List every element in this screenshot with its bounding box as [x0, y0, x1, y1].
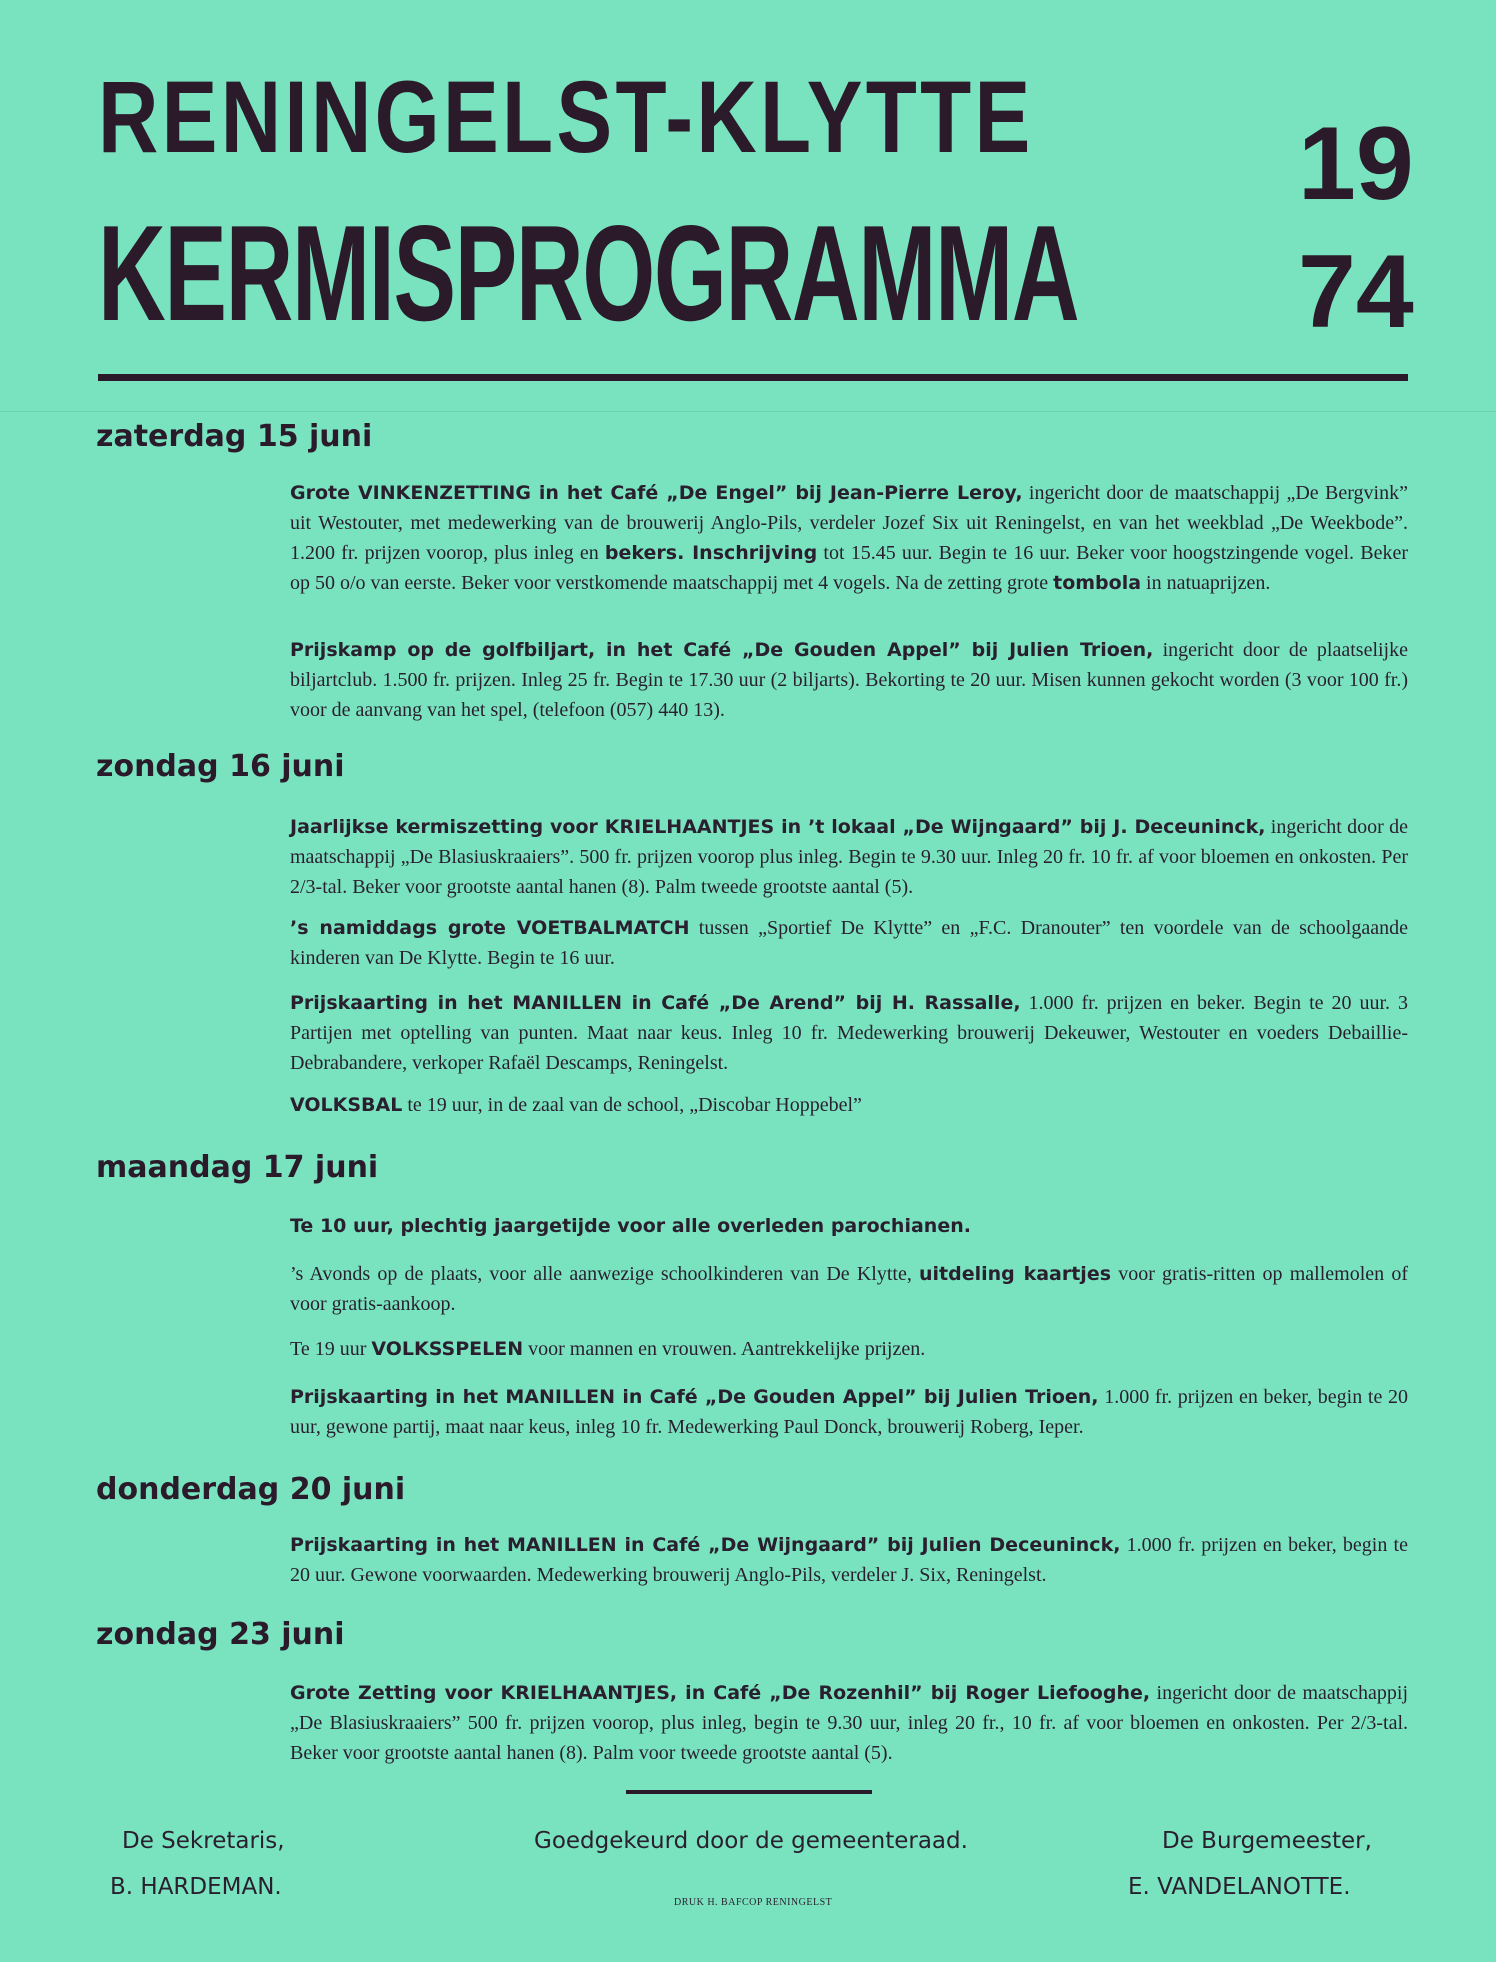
title-town: RENINGELST-KLYTTE: [98, 60, 1034, 174]
program-entry: [290, 1259, 1408, 1319]
program-entry: [290, 1211, 1408, 1241]
day-heading: zaterdag 15 juni: [96, 419, 373, 454]
mayor-name: E. VANDELANOTTE.: [1128, 1874, 1351, 1900]
entry-text: ’s Avonds op de plaats, voor alle aanwezige schoolkinderen van De Klytte,: [290, 1263, 920, 1285]
program-entry: [290, 1334, 1408, 1364]
approval-note: Goedgekeurd door de gemeenteraad.: [534, 1828, 968, 1854]
program-entry: [290, 635, 1408, 725]
entry-emphasis: tombola: [1053, 572, 1142, 594]
entry-emphasis: Prijskaarting in het MANILLEN in Café „De Arend” bij H. Rassalle,: [290, 992, 1021, 1014]
year-bottom: 74: [1298, 234, 1414, 350]
fold-line: [0, 411, 1496, 412]
secretary-title: De Sekretaris,: [122, 1828, 285, 1854]
entry-text: tussen „Sportief De Klytte” en „F.C. Dranouter” ten voordele van de schoolgaande kinderen van De Klytte. Begin te 16 uur.: [290, 917, 1408, 969]
entry-text: te 19 uur, in de zaal van de school, „Discobar Hoppebel”: [402, 1094, 862, 1116]
program-entry: [290, 478, 1408, 598]
entry-emphasis: Te 10 uur, plechtig jaargetijde voor alle overleden parochianen.: [290, 1215, 971, 1237]
entry-emphasis: Prijskaarting in het MANILLEN in Café „De Wijngaard” bij Julien Deceuninck,: [290, 1534, 1121, 1556]
title-program: KERMISPROGRAMMA: [98, 197, 1079, 349]
entry-text: 1.000 fr. prijzen en beker, begin te 20 uur. Gewone voorwaarden. Medewerking brouwerij Anglo-Pils, verdeler J. Six, Reningelst.: [290, 1534, 1408, 1586]
entry-text: ingericht door de maatschappij „De Blasiuskraaiers”. 500 fr. prijzen voorop plus inleg. Begin te 9.30 uur. Inleg 20 fr. 10 fr. af voor bloemen en onkosten. Per 2/3-tal. Beker voor grootste aantal hanen (8). Palm tweede grootste aantal (5).: [290, 816, 1408, 898]
entry-emphasis: uitdeling kaartjes: [919, 1263, 1112, 1285]
entry-emphasis: VOLKSSPELEN: [371, 1338, 524, 1360]
entry-text: voor gratis-ritten op mallemolen of voor gratis-aankoop.: [290, 1263, 1408, 1315]
day-heading: maandag 17 juni: [96, 1150, 379, 1185]
entry-text: 1.000 fr. prijzen en beker. Begin te 20 uur. 3 Partijen met optelling van punten. Maat naar keus. Inleg 10 fr. Medewerking brouwerij Dekeuwer, Westouter en voeders Debaillie-Debrabandere, verkoper Rafaël Descamps, Reningelst.: [290, 992, 1408, 1074]
entry-emphasis: Grote VINKENZETTING in het Café „De Engel” bij Jean-Pierre Leroy,: [290, 482, 1023, 504]
secretary-name: B. HARDEMAN.: [110, 1874, 282, 1900]
year-top: 19: [1298, 106, 1414, 222]
program-entry: [290, 1090, 1408, 1120]
program-entry: [290, 1530, 1408, 1590]
entry-emphasis: bekers. Inschrijving: [604, 542, 818, 564]
program-entry: [290, 812, 1408, 902]
day-heading: donderdag 20 juni: [96, 1472, 406, 1507]
program-entry: [290, 988, 1408, 1078]
program-entry: [290, 1382, 1408, 1442]
entry-text: voor mannen en vrouwen. Aantrekkelijke prijzen.: [523, 1338, 926, 1360]
entry-emphasis: Prijskamp op de golfbiljart, in het Café „De Gouden Appel” bij Julien Trioen,: [290, 639, 1154, 661]
entry-emphasis: Jaarlijkse kermiszetting voor KRIELHAANTJES in ’t lokaal „De Wijngaard” bij J. Deceuninck,: [290, 816, 1266, 838]
program-entry: [290, 913, 1408, 973]
entry-emphasis: Grote Zetting voor KRIELHAANTJES, in Café „De Rozenhil” bij Roger Liefooghe,: [290, 1682, 1151, 1704]
day-heading: zondag 23 juni: [96, 1617, 345, 1652]
day-heading: zondag 16 juni: [96, 749, 345, 784]
printer-credit: DRUK H. BAFCOP RENINGELST: [674, 1897, 833, 1908]
entry-emphasis: ’s namiddags grote VOETBALMATCH: [290, 917, 690, 939]
program-entry: [290, 1678, 1408, 1768]
title-rule: [98, 374, 1408, 381]
entry-text: ingericht door de plaatselijke biljartclub. 1.500 fr. prijzen. Inleg 25 fr. Begin te 17.30 uur (2 biljarts). Bekorting te 20 uur. Misen kunnen gekocht worden (3 voor 100 fr.) voor de aanvang van het spel, (telefoon (057) 440 13).: [290, 639, 1408, 721]
footer-rule: [626, 1790, 872, 1794]
entry-text: ingericht door de maatschappij „De Blasiuskraaiers” 500 fr. prijzen voorop, plus inleg, begin te 9.30 uur, inleg 20 fr., 10 fr. af voor bloemen en onkosten. Per 2/3-tal. Beker voor grootste aantal hanen (8). Palm voor tweede grootste aantal (5).: [290, 1682, 1409, 1764]
entry-emphasis: VOLKSBAL: [290, 1094, 403, 1116]
mayor-title: De Burgemeester,: [1162, 1828, 1372, 1854]
entry-emphasis: Prijskaarting in het MANILLEN in Café „De Gouden Appel” bij Julien Trioen,: [290, 1386, 1099, 1408]
entry-text: in natuaprijzen.: [1141, 572, 1271, 594]
entry-text: Te 19 uur: [290, 1338, 372, 1360]
entry-text: ingericht door de maatschappij „De Bergvink” uit Westouter, met medewerking van de brouwerij Anglo-Pils, verdeler Jozef Six uit Reningelst, en van het weekblad „De Weekbode”. 1.200 fr. prijzen voorop, plus inleg en: [290, 482, 1408, 564]
entry-text: 1.000 fr. prijzen en beker, begin te 20 uur, gewone partij, maat naar keus, inleg 10 fr. Medewerking Paul Donck, brouwerij Roberg, Ieper.: [290, 1386, 1408, 1438]
entry-text: tot 15.45 uur. Begin te 16 uur. Beker voor hoogstzingende vogel. Beker op 50 o/o van eerste. Beker voor verstkomende maatschappij met 4 vogels. Na de zetting grote: [290, 542, 1408, 594]
